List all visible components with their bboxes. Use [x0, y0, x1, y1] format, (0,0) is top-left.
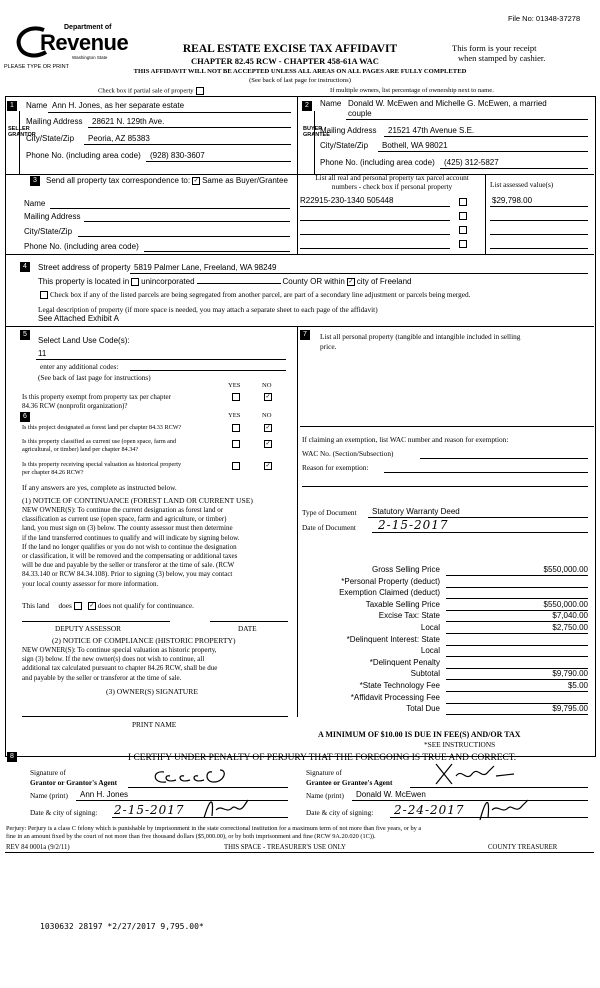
grantor-print-label: Name (print) [30, 791, 68, 800]
rule [50, 208, 290, 209]
rule [490, 220, 588, 221]
rule [22, 716, 288, 717]
rule [490, 234, 588, 235]
section-4-number: 4 [20, 262, 30, 272]
perjury-line-1: Perjury: Perjury is a class C felony which is punishable by imprisonment in the state correctional institution for a maximum term of not more than five years, or by a [6, 825, 422, 832]
compliance-title: (2) NOTICE OF COMPLIANCE (HISTORIC PROPERTY) [52, 636, 236, 645]
personal-property-label-2: price. [320, 342, 337, 351]
section-2-number: 2 [302, 101, 312, 111]
financial-label: Total Due [406, 704, 440, 713]
compliance-line: NEW OWNER(S): To continue special valuation as historic property, [22, 646, 217, 654]
reason-label: Reason for exemption: [302, 463, 369, 472]
rule [36, 359, 286, 360]
segregated-checkbox[interactable] [40, 291, 48, 299]
current-use-yes-checkbox[interactable] [230, 439, 242, 448]
rule [300, 220, 450, 221]
buyer-side-divider [314, 111, 315, 174]
file-number: File No: 01348-37278 [508, 14, 581, 23]
continuance-line: If the land no longer qualifies or you do not wish to continue the designation [22, 542, 237, 551]
land-use-code: 11 [38, 349, 47, 358]
current-use-no-checkbox[interactable]: ✓ [265, 441, 271, 448]
rule [88, 127, 291, 128]
deputy-assessor-label: DEPUTY ASSESSOR [55, 624, 122, 633]
rule [210, 621, 288, 622]
continuance-body [22, 506, 239, 589]
financial-rule [446, 633, 588, 634]
claim-exemption-label: If claiming an exemption, list WAC number and reason for exemption: [302, 435, 509, 444]
grantee-print: Donald W. McEwen [356, 790, 426, 799]
parcel-number: R22915-230-1340 505448 [300, 196, 394, 205]
financial-label: *Delinquent Penalty [369, 658, 440, 667]
rule [302, 486, 588, 487]
doc-type: Statutory Warranty Deed [372, 507, 460, 516]
rule [76, 800, 288, 801]
rule [390, 817, 588, 818]
parcel-header [300, 173, 484, 191]
grantor-date-label: Date & city of signing: [30, 808, 98, 817]
perjury-line-2: fine in an amount fixed by the court of not more than five thousand dollars ($5,000.00), or by both imprisonment and fine (RCW 9A.20.020 (1C)). [6, 833, 376, 840]
rule [420, 458, 588, 459]
financial-value: $5.00 [567, 681, 588, 690]
rule [490, 206, 588, 207]
continuance-line: NEW OWNER(S): To continue the current designation as forest land or [22, 506, 224, 514]
corr-phone-label: Phone No. (including area code) [24, 242, 139, 251]
does-not-checkbox[interactable]: ✓ [89, 603, 95, 610]
financial-value: $550,000.00 [543, 600, 588, 609]
current-use-question-1: Is this property classified as current use (open space, farm and [22, 438, 177, 445]
please-type: PLEASE TYPE OR PRINT [4, 64, 70, 70]
does-checkbox[interactable] [74, 602, 82, 610]
grantee-date-label: Date & city of signing: [306, 808, 374, 817]
exempt-question-1: Is this property exempt from property tax per chapter [22, 393, 171, 401]
continuance-line: land, you must sign on (3) below. The county assessor must then determine [22, 524, 233, 533]
warning-text: THIS AFFIDAVIT WILL NOT BE ACCEPTED UNLESS ALL AREAS ON ALL PAGES ARE FULLY COMPLETED [133, 68, 467, 75]
continuance-line: 84.33.140 or RCW 84.34.108). Prior to signing (3) below, you may contact [22, 570, 233, 579]
parcel-checkbox-3[interactable] [457, 225, 469, 234]
forest-question: Is this project designated as forest land per chapter 84.33 RCW? [22, 424, 182, 431]
buyer-side-label: BUYER GRANTEE [303, 126, 330, 138]
rule [352, 800, 588, 801]
rule [5, 852, 594, 853]
rule [346, 119, 588, 120]
grantee-date: 2-24-2017 [394, 803, 465, 817]
receipt-stamp: 1030632 28197 *2/27/2017 9,795.00* [40, 922, 204, 931]
parcel-checkbox-4[interactable] [457, 239, 469, 248]
financial-rule [446, 714, 588, 715]
grantor-print: Ann H. Jones [80, 790, 129, 799]
rule [300, 248, 450, 249]
financial-label: Exemption Claimed (deduct) [339, 588, 440, 597]
grantee-sig-label-2: Grantee or Grantee's Agent [306, 778, 393, 787]
same-as-buyer-checkbox[interactable]: ✓ [193, 177, 199, 184]
financial-label: *Delinquent Interest: State [346, 635, 440, 644]
compliance-line: additional tax calculated pursuant to chapter 84.26 RCW, shall be due [22, 664, 218, 673]
form-title: REAL ESTATE EXCISE TAX AFFIDAVIT [182, 43, 398, 55]
buyer-name-label: Name [320, 99, 342, 108]
rule [22, 621, 170, 622]
divider-left-right [297, 326, 298, 717]
rule [84, 144, 291, 145]
treasurer-use: THIS SPACE - TREASURER'S USE ONLY [224, 844, 346, 851]
exempt-yes-label: YES [228, 382, 241, 389]
financial-rule [446, 691, 588, 692]
segregated-label: Check box if any of the listed parcels are being segregated from another parcel, are part of a secondary line adjustment or parcels being merged. [38, 290, 470, 299]
instructions-note: (See back of last page for instructions) [249, 77, 351, 84]
rule [300, 206, 450, 207]
grantor-date: 2-15-2017 [114, 803, 185, 817]
grantee-sig-label-1: Signature of [306, 768, 342, 777]
financial-value: $2,750.00 [552, 623, 588, 632]
form-subtitle: CHAPTER 82.45 RCW - CHAPTER 458-61A WAC [191, 56, 379, 66]
personal-property-label-1: List all personal property (tangible and intangible included in selling [320, 332, 521, 341]
seller-phone: (928) 830-3607 [150, 151, 205, 160]
date-label: DATE [238, 624, 257, 633]
print-name-label: PRINT NAME [132, 720, 177, 729]
grantee-signature [430, 760, 516, 788]
financial-label: Local [420, 646, 440, 655]
parcel-header-1: List all real and personal property tax parcel account [315, 173, 469, 182]
divider-row3 [5, 326, 594, 327]
corr-mailing-label: Mailing Address [24, 212, 81, 221]
financial-label: *State Technology Fee [359, 681, 440, 690]
corr-city-label: City/State/Zip [24, 227, 73, 236]
compliance-line: sign (3) below. If the new owner(s) does not wish to continue, all [22, 655, 205, 664]
historic-question-2: per chapter 84.26 RCW? [22, 469, 84, 476]
property-city: Freeland [379, 277, 412, 286]
minimum-fee-note: A MINIMUM OF $10.00 IS DUE IN FEE(S) AND/OR TAX [318, 730, 521, 739]
rule [146, 161, 291, 162]
seller-phone-label: Phone No. (including area code) [26, 151, 141, 160]
assessed-value: $29,798.00 [492, 196, 533, 205]
historic-question-1: Is this property receiving special valuation as historical property [22, 461, 182, 468]
forest-yes-checkbox[interactable] [230, 423, 242, 432]
city-checkbox[interactable]: ✓ [348, 278, 354, 285]
financial-rule [446, 575, 588, 576]
exempt-no-label: NO [262, 382, 272, 389]
see-back-label: (See back of last page for instructions) [38, 373, 151, 382]
buyer-name-line1: Donald W. McEwen and Michelle G. McEwen, a married [348, 99, 547, 108]
divider-row2 [5, 254, 594, 255]
divider-3 [297, 174, 298, 254]
buyer-city-label: City/State/Zip [320, 141, 369, 150]
buyer-phone-label: Phone No. (including area code) [320, 158, 435, 167]
financial-label: Subtotal [410, 669, 440, 678]
buyer-name-line2: couple [348, 109, 372, 118]
rule [48, 112, 291, 113]
financial-rule [446, 679, 588, 680]
financial-label: *Affidavit Processing Fee [350, 693, 440, 702]
doc-date: 2-15-2017 [378, 518, 449, 532]
doc-type-label: Type of Document [302, 508, 357, 517]
divider-personal [300, 426, 594, 427]
compliance-body [22, 646, 217, 683]
doc-date-label: Date of Document [302, 523, 356, 532]
financial-value: $9,790.00 [552, 669, 588, 678]
street-label: Street address of property [38, 263, 131, 272]
property-location: This property is located in unincorporated County OR within ✓ city of Freeland [38, 277, 412, 286]
send-correspondence-label: Send all property tax correspondence to: ✓ Same as Buyer/Grantee [46, 176, 288, 185]
corr-name-label: Name [24, 199, 46, 208]
financial-rule [446, 598, 588, 599]
financial-label: Local [420, 623, 440, 632]
land-use-label: Select Land Use Code(s): [38, 336, 130, 345]
if-yes-note: If any answers are yes, complete as instructed below. [22, 483, 177, 492]
rule [440, 168, 588, 169]
additional-codes-label: enter any additional codes: [40, 362, 119, 371]
legal-label: Legal description of property (if more space is needed, you may attach a separate sheet to each page of the affidavit) [38, 305, 378, 314]
financial-value: $550,000.00 [543, 565, 588, 574]
parcel-checkbox-2[interactable] [457, 211, 469, 220]
buyer-mailing: 21521 47th Avenue S.E. [388, 126, 475, 135]
financial-rule [446, 645, 588, 646]
rule [384, 136, 588, 137]
rule [84, 221, 290, 222]
rule [378, 151, 588, 152]
parcel-checkbox-1[interactable] [457, 197, 469, 206]
section-6-number: 6 [20, 412, 30, 422]
unincorporated-checkbox[interactable] [131, 278, 139, 286]
seller-mailing-label: Mailing Address [26, 117, 83, 126]
historic-no-checkbox[interactable]: ✓ [265, 463, 271, 470]
rule [144, 251, 290, 252]
divider-1-2 [297, 96, 298, 174]
grantor-signature [150, 766, 242, 788]
financial-rule [446, 656, 588, 657]
historic-yes-checkbox[interactable] [230, 461, 242, 470]
exempt-question-2: 84.36 RCW (nonprofit organization)? [22, 402, 128, 410]
compliance-line: and payable by the seller or transferor at the time of sale. [22, 673, 182, 682]
financial-label: Gross Selling Price [371, 565, 440, 574]
section-5-number: 5 [20, 330, 30, 340]
rule [112, 817, 288, 818]
rule [384, 472, 588, 473]
s6-yes-label: YES [228, 412, 241, 419]
grantor-sig-label-1: Signature of [30, 768, 66, 777]
current-use-question-2: agricultural, or timber) land per chapter 84.34? [22, 446, 139, 453]
partial-sale-checkbox[interactable] [196, 87, 204, 95]
continuance-line: your local county assessor for more information. [22, 579, 159, 588]
forest-no-checkbox[interactable]: ✓ [265, 425, 271, 432]
certify-statement: I CERTIFY UNDER PENALTY OF PERJURY THAT THE FOREGOING IS TRUE AND CORRECT. [128, 753, 517, 763]
seller-city: Peoria, AZ 85383 [88, 134, 150, 143]
financial-value: $9,795.00 [552, 704, 588, 713]
rev-number: REV 84 0001a (9/2/11) [6, 844, 70, 851]
continuance-line: or classification, it will be removed and the compensating or additional taxes [22, 552, 238, 561]
logo-state: Washington State [72, 55, 108, 60]
exempt-yes-checkbox[interactable] [230, 392, 242, 401]
financial-label: Excise Tax: State [378, 611, 440, 620]
financial-value: $7,040.00 [552, 611, 588, 620]
partial-sale-label: Check box if partial sale of property [98, 87, 206, 95]
grantee-print-label: Name (print) [306, 791, 344, 800]
section-1-number: 1 [7, 101, 17, 111]
receipt-note-2: when stamped by cashier. [458, 53, 546, 63]
owner-signature-label: (3) OWNER(S) SIGNATURE [106, 687, 198, 696]
seller-mailing: 28621 N. 129th Ave. [92, 117, 165, 126]
buyer-mailing-label: Mailing Address [320, 126, 377, 135]
assessed-header: List assessed value(s) [490, 180, 554, 189]
county-treasurer: COUNTY TREASURER [488, 844, 558, 851]
rule [78, 236, 290, 237]
continuance-title: (1) NOTICE OF CONTINUANCE (FOREST LAND OR CURRENT USE) [22, 496, 253, 505]
seller-side-divider [19, 111, 20, 174]
rule [300, 234, 450, 235]
section-8-number: 8 [7, 752, 17, 762]
logo-name: Revenue [40, 30, 129, 55]
continuance-qualify: This land does ✓ does not qualify for continuance. [22, 601, 194, 610]
s6-no-label: NO [262, 412, 272, 419]
buyer-phone: (425) 312-5827 [444, 158, 499, 167]
grantor-sig-label-2: Grantor or Grantor's Agent [30, 778, 118, 787]
financial-rule [446, 621, 588, 622]
parcel-assessed-divider [485, 174, 486, 254]
rule [130, 370, 286, 371]
buyer-city: Bothell, WA 98021 [382, 141, 448, 150]
logo-dept: Department of [64, 24, 112, 31]
street-address: 5819 Palmer Lane, Freeland, WA 98249 [134, 263, 277, 272]
seller-side-label: SELLER GRANTOR [8, 126, 36, 138]
financial-label: Taxable Selling Price [365, 600, 440, 609]
continuance-line: will be due and payable by the seller or transferor at the time of sale. (RCW [22, 561, 235, 570]
legal-description: See Attached Exhibit A [38, 314, 119, 323]
seller-name-label: Name [26, 101, 48, 110]
continuance-line: classification as current use (open space, farm and agriculture, or timber) [22, 515, 227, 524]
section-3-number: 3 [30, 176, 40, 186]
grantee-city-signature [476, 796, 532, 822]
see-instructions: *SEE INSTRUCTIONS [424, 740, 496, 749]
seller-name: Ann H. Jones, as her separate estate [52, 101, 185, 110]
section-7-number: 7 [300, 330, 310, 340]
multiple-owners-note: If multiple owners, list percentage of ownership next to name. [330, 87, 494, 94]
wac-label: WAC No. (Section/Subsection) [302, 449, 394, 458]
rule [372, 532, 588, 533]
receipt-note-1: This form is your receipt [452, 43, 537, 53]
exempt-no-checkbox[interactable]: ✓ [265, 394, 271, 401]
continuance-line: if the land transferred continues to qualify and will indicate by signing below. [22, 533, 240, 542]
rule [490, 248, 588, 249]
parcel-header-2: numbers - check box if personal property [331, 182, 453, 191]
seller-city-label: City/State/Zip [26, 134, 75, 143]
financial-rule [446, 587, 588, 588]
rule [130, 273, 588, 274]
financial-label: *Personal Property (deduct) [341, 577, 440, 586]
